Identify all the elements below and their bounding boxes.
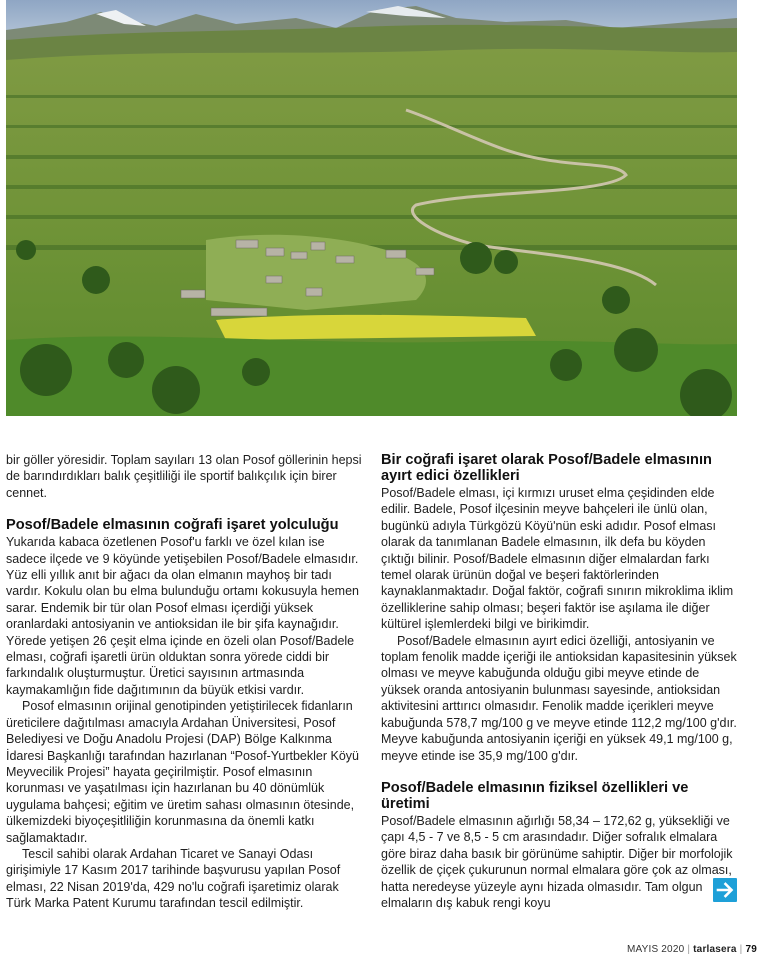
body-paragraph: Posof elmasının orijinal genotipinden yetiştirilecek fidanların üreticilere dağıtılması amacıyla Ardahan Üniversitesi, Posof Belediyesi ve Doğu Anadolu Projesi (DAP) Bölge Kalkınma İdaresi Başkanlığı tarafından hazırlanan “Posof-Yurtbekler Köyü Meyvecilik Projesi” hayata geçirilmiştir. Posof elmasının korunması ve yaşatılması için hazırlanan bu 40 dönümlük uygulama bahçesi; eğitim ve üretim sahası olmasının ötesinde, ülkemizdeki biyoçeşitliliğin korunmasına da önemli katkı sağlamaktadır.: [6, 699, 359, 845]
arrow-right-icon: [713, 878, 737, 902]
issue-date: MAYIS 2020: [626, 944, 685, 955]
landscape-photo: [6, 0, 737, 416]
magazine-name: tarlasera: [693, 944, 737, 955]
next-page-arrow-button[interactable]: [713, 878, 737, 902]
body-paragraph: Posof/Badele elmasının ağırlığı 58,34 – 172,62 g, yüksekliği ve çapı 4,5 - 7 ve 8,5 - 5 cm arasındadır. Diğer sofralık elmalara göre biraz daha basık bir görünüme sahiptir. Diğer bir morfolojik özellik de çiçek çukurunun normal elmalara göre çok az olması, hatta neredeyse yüzeyle aynı hizada olmasıdır. Tam olgun elmaların dış kabuk rengi koyu: [381, 813, 733, 910]
section-heading-geographic-indication: Posof/Badele elmasının coğrafi işaret yolculuğu: [6, 517, 339, 534]
body-paragraph: Posof/Badele elmasının ayırt edici özelliği, antosiyanin ve toplam fenolik madde içeriği ile antioksidan kapasitesinin yüksek olması ve meyve kabuğunda olduğu gibi meyve etinde de yüksek oranda antosiyanin bulunması sayesinde, antioksidan aktivitesini arttırıcı olmasıdır. Fenolik madde içerikleri meyve kabuğunda 578,7 mg/100 g ve meyve etinde 112,2 mg/100 g'dır. Meyve kabuğunda antosiyanin içeriği en yüksek 49,1 mg/100 g, meyve etinde ise 35,9 mg/100 g'dır.: [381, 633, 737, 763]
article-left-column: [6, 452, 362, 912]
article-right-column: [381, 452, 737, 911]
folio-divider: |: [739, 944, 743, 955]
body-paragraph: Tescil sahibi olarak Ardahan Ticaret ve Sanayi Odası girişimiyle 17 Kasım 2017 tarihinde başvurusu yapılan Posof elması, 22 Nisan 2019'da, 429 no'lu coğrafi işaretimiz olarak Türk Marka Patent Kurumu tarafından tescil edilmiştir.: [6, 846, 341, 911]
body-paragraph: Yukarıda kabaca özetlenen Posof'u farklı ve özel kılan ise sadece ilçede ve 9 köyünde yetişebilen Posof/Badele elmasıdır. Yüz elli yıllık anıt bir ağacı da olan elmanın mayhoş bir tadı vardır. Kokulu olan bu elma bulunduğu ortamı kokusuyla hemen sarar. Endemik bir tür olan Posof elması içerdiği yüksek oranlardaki antosiyanin ve antioksidan ile bir şifa kaynağıdır. Yörede yetişen 26 çeşit elma içinde en özeli olan Posof/Badele elması, coğrafi işaretli ürün olduktan sonra yörede ciddi bir farkındalık oluşturmuştur. Üretici sayısının artmasında kaymakamlığın fide dağıtımının da büyük etkisi vardır.: [6, 535, 359, 697]
section-heading-physical-properties: Posof/Badele elmasının fiziksel özellikleri ve üretimi: [381, 779, 689, 812]
page-folio: [627, 944, 757, 955]
intro-paragraph: bir göller yöresidir. Toplam sayıları 13 olan Posof göllerinin hepsi de barındırdıkları balık çeşitliliği ile sportif balıkçılık için birer cennet.: [6, 453, 362, 500]
folio-divider: |: [687, 944, 691, 955]
section-heading-distinctive-features: Bir coğrafi işaret olarak Posof/Badele elmasının ayırt edici özellikleri: [381, 452, 712, 484]
body-paragraph: Posof/Badele elması, içi kırmızı uruset elma çeşidinden elde edilir. Badele, Posof ilçesinin meyve bahçeleri ile ünlü olan, bugünkü adıyla Türkgözü Köyü'nün eski adıdır. Posof elması olarak da tanımlanan Badele elmasının, ilk defa bu köyden çıktığı bilinir. Posof/Badele elmasının diğer elmalardan farkı temel olarak ürünün doğal ve beşeri faktörlerinden kaynaklanmaktadır. Doğal faktör, coğrafi sınırın mikroklima iklim özelliklerine sahip olması; beşeri faktör ise aşılama ile diğer kültürel işlemlerdeki bilgi ve birikimdir.: [381, 486, 734, 632]
page-number: 79: [745, 944, 757, 955]
